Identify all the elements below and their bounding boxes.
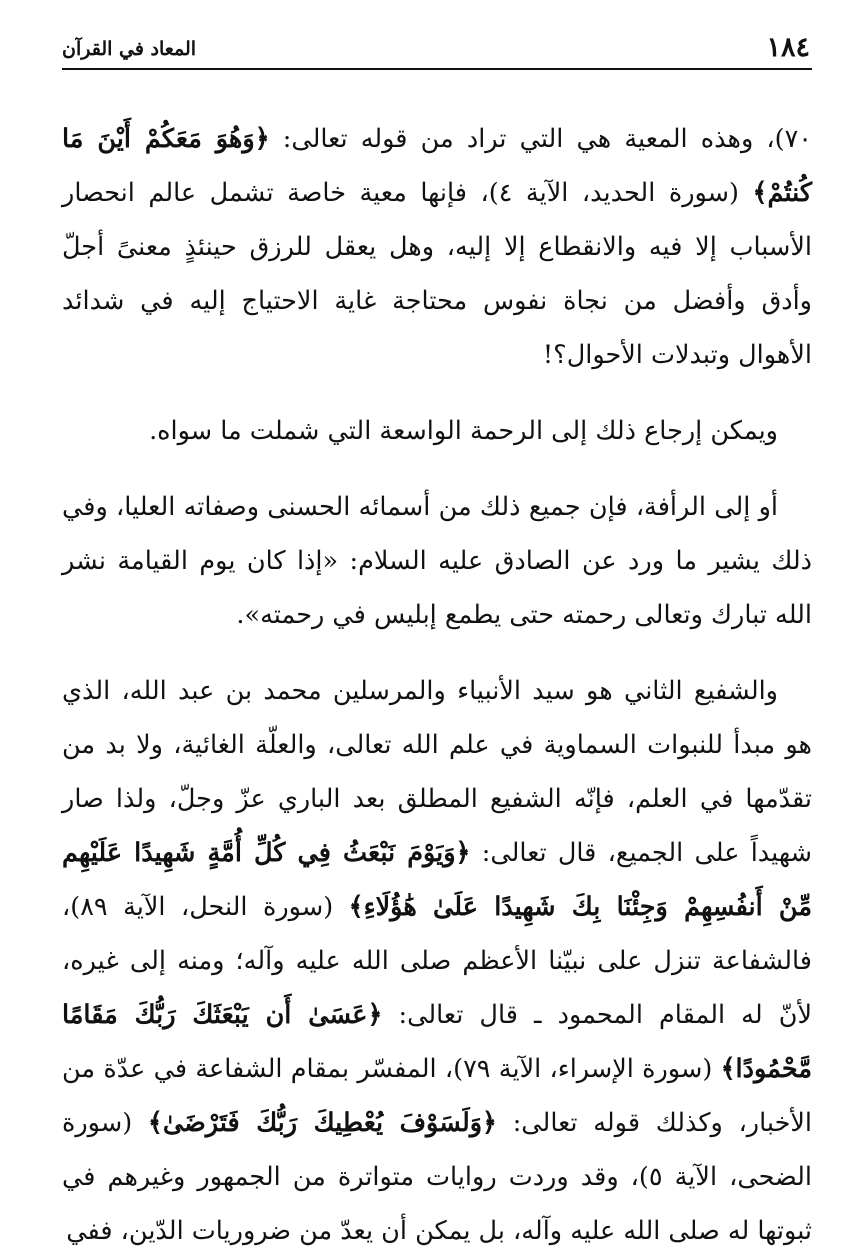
paragraph-text: ويمكن إرجاع ذلك إلى الرحمة الواسعة التي شملت ما سواه. xyxy=(149,416,778,446)
quran-verse: ﴿وَهُوَ مَعَكُمْ أَيْنَ مَا كُنتُمْ﴾ xyxy=(62,124,812,208)
paragraph-3 xyxy=(62,480,812,642)
paragraph-text: ٧٠)، وهذه المعية هي التي تراد من قوله تعالى: xyxy=(269,124,812,154)
running-title: المعاد في القرآن xyxy=(62,38,197,60)
book-page xyxy=(62,28,812,1246)
quran-verse: ﴿وَلَسَوْفَ يُعْطِيكَ رَبُّكَ فَتَرْضَىٰ﴾ xyxy=(147,1108,497,1138)
page-body xyxy=(62,112,812,1258)
paragraph-text: (سورة الإسراء، الآية ٧٩)، المفسّر بمقام الشفاعة في عدّة من الأخبار، وكذلك قوله تعالى: xyxy=(62,1054,812,1138)
paragraph-1 xyxy=(62,112,812,382)
paragraph-2 xyxy=(62,404,812,458)
paragraph-4 xyxy=(62,664,812,1258)
quran-verse: ﴿عَسَىٰ أَن يَبْعَثَكَ رَبُّكَ مَقَامًا مَّحْمُودًا﴾ xyxy=(62,1000,812,1084)
quran-verse: ﴿وَيَوْمَ نَبْعَثُ فِي كُلِّ أُمَّةٍ شَهِيدًا عَلَيْهِم مِّنْ أَنفُسِهِمْ وَجِئْنَا بِكَ شَهِيدًا عَلَىٰ هَٰؤُلَاءِ﴾ xyxy=(62,838,812,922)
page-number: ١٨٤ xyxy=(766,32,810,63)
paragraph-text: (سورة النحل، الآية ٨٩)، فالشفاعة تنزل على نبيّنا الأعظم صلى الله عليه وآله؛ ومنه إلى غيره، لأنّ له المقام المحمود ـ قال تعالى: xyxy=(62,892,812,1030)
page-header xyxy=(62,28,812,70)
paragraph-text: (سورة الضحى، الآية ٥)، وقد وردت روايات متواترة من الجمهور وغيرهم في ثبوتها له صلى الله عليه وآله، بل يمكن أن يعدّ من ضروريات الدّين، ففي xyxy=(62,1108,812,1246)
paragraph-text: والشفيع الثاني هو سيد الأنبياء والمرسلين محمد بن عبد الله، الذي هو مبدأ للنبوات السماوية في علم الله تعالى، والعلّة الغائية، ولا بد من تقدّمها في العلم، فإنّه الشفيع المطلق بعد الباري عزّ وجلّ، ولذا صار شهيداً على الجميع، قال تعالى: xyxy=(62,676,812,868)
paragraph-text: أو إلى الرأفة، فإن جميع ذلك من أسمائه الحسنى وصفاته العليا، وفي ذلك يشير ما ورد عن الصادق عليه السلام: «إذا كان يوم القيامة نشر الله تبارك وتعالى رحمته حتى يطمع إبليس في رحمته». xyxy=(62,492,812,630)
paragraph-text: (سورة الحديد، الآية ٤)، فإنها معية خاصة تشمل عالم انحصار الأسباب إلا فيه والانقطاع إلا إليه، وهل يعقل للرزق حينئذٍ معنىً أجلّ وأدق وأفضل من نجاة نفوس محتاجة غاية الاحتياج إليه في شدائد الأهوال وتبدلات الأحوال؟! xyxy=(62,178,812,370)
